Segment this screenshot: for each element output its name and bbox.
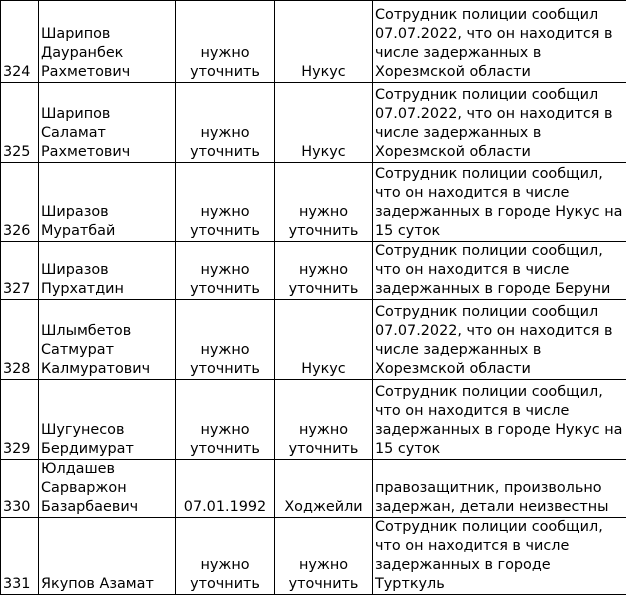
name-line: Сатмурат: [41, 341, 173, 360]
table-row: [1, 242, 626, 300]
table-row: [1, 380, 626, 460]
full-name: [39, 518, 176, 595]
name-line: Базарбаевич: [41, 498, 173, 517]
table-row: [1, 518, 626, 595]
name-line: Шлымбетов: [41, 322, 173, 341]
name-line: Ширазов: [41, 261, 173, 280]
table-row: [1, 163, 626, 242]
name-line: Бердимурат: [41, 440, 173, 459]
city: Ходжейли: [275, 460, 373, 518]
name-line: Муратбай: [41, 222, 173, 241]
row-number: 330: [1, 460, 39, 518]
full-name: [39, 83, 176, 163]
name-line: Рахметович: [41, 143, 173, 162]
full-name: [39, 460, 176, 518]
date-of-birth: нужно уточнить: [176, 518, 275, 595]
name-line: Шугунесов: [41, 421, 173, 440]
date-of-birth: нужно уточнить: [176, 163, 275, 242]
name-line: Ширазов: [41, 203, 173, 222]
row-number: 331: [1, 518, 39, 595]
name-line: Калмуратович: [41, 360, 173, 379]
row-number: 329: [1, 380, 39, 460]
table-row: [1, 83, 626, 163]
date-of-birth: нужно уточнить: [176, 1, 275, 83]
full-name: [39, 242, 176, 300]
name-line: Дауранбек: [41, 44, 173, 63]
date-of-birth: нужно уточнить: [176, 300, 275, 380]
details-note: Сотрудник полиции сообщил 07.07.2022, что он находится в числе задержанных в Хорезмской области: [373, 300, 626, 380]
city: нужно уточнить: [275, 518, 373, 595]
name-line: Рахметович: [41, 63, 173, 82]
date-of-birth: нужно уточнить: [176, 242, 275, 300]
date-of-birth: 07.01.1992: [176, 460, 275, 518]
name-line: Якупов Азамат: [41, 575, 173, 594]
city: нужно уточнить: [275, 163, 373, 242]
name-line: Пурхатдин: [41, 280, 173, 299]
name-line: Юлдашев: [41, 460, 173, 479]
row-number: 328: [1, 300, 39, 380]
details-note: Сотрудник полиции сообщил, что он находится в числе задержанных в городе Беруни: [373, 242, 626, 300]
row-number: 325: [1, 83, 39, 163]
city: нужно уточнить: [275, 380, 373, 460]
full-name: [39, 1, 176, 83]
details-note: Сотрудник полиции сообщил, что он находится в числе задержанных в городе Турткуль: [373, 518, 626, 595]
row-number: 324: [1, 1, 39, 83]
details-note: Сотрудник полиции сообщил 07.07.2022, что он находится в числе задержанных в Хорезмской области: [373, 1, 626, 83]
date-of-birth: нужно уточнить: [176, 380, 275, 460]
city: нужно уточнить: [275, 242, 373, 300]
full-name: [39, 380, 176, 460]
date-of-birth: нужно уточнить: [176, 83, 275, 163]
table-row: [1, 300, 626, 380]
name-line: Шарипов Саламат: [41, 105, 173, 143]
city: Нукус: [275, 1, 373, 83]
row-number: 326: [1, 163, 39, 242]
row-number: 327: [1, 242, 39, 300]
table-row: [1, 460, 626, 518]
details-note: правозащитник, произвольно задержан, детали неизвестны: [373, 460, 626, 518]
full-name: [39, 163, 176, 242]
full-name: [39, 300, 176, 380]
name-line: Шарипов: [41, 25, 173, 44]
table-row: [1, 1, 626, 83]
city: Нукус: [275, 83, 373, 163]
details-note: Сотрудник полиции сообщил, что он находится в числе задержанных в городе Нукус на 15 суток: [373, 380, 626, 460]
details-note: Сотрудник полиции сообщил 07.07.2022, что он находится в числе задержанных в Хорезмской области: [373, 83, 626, 163]
name-line: Сарваржон: [41, 479, 173, 498]
details-note: Сотрудник полиции сообщил, что он находится в числе задержанных в городе Нукус на 15 суток: [373, 163, 626, 242]
city: Нукус: [275, 300, 373, 380]
